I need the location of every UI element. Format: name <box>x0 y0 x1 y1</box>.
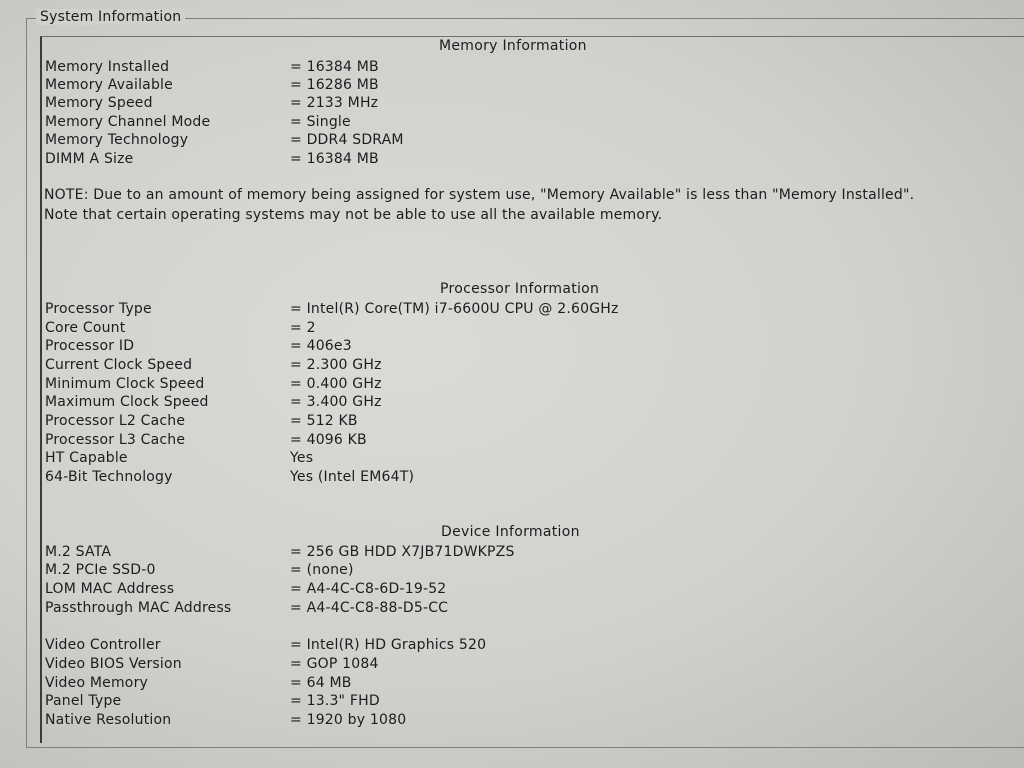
row-value: = 2.300 GHz <box>290 357 382 373</box>
row-label: Video BIOS Version <box>45 656 182 672</box>
row-value: = DDR4 SDRAM <box>290 132 404 148</box>
row-value: = 256 GB HDD X7JB71DWKPZS <box>290 544 515 560</box>
row-value: = A4-4C-C8-88-D5-CC <box>290 600 449 616</box>
row-label: Panel Type <box>45 693 122 709</box>
row-value: = A4-4C-C8-6D-19-52 <box>290 581 447 597</box>
row-value: = GOP 1084 <box>290 656 379 672</box>
row-label: Native Resolution <box>45 712 172 728</box>
row-value: Yes (Intel EM64T) <box>290 469 415 485</box>
row-label: Current Clock Speed <box>45 357 193 373</box>
row-label: DIMM A Size <box>45 151 134 167</box>
row-label: Video Memory <box>45 675 149 691</box>
processor-section-title: Processor Information <box>440 281 600 297</box>
row-value: Yes <box>290 450 314 466</box>
row-value: = 16384 MB <box>290 151 379 167</box>
row-label: 64-Bit Technology <box>45 469 173 485</box>
row-label: Memory Technology <box>45 132 189 148</box>
row-label: Memory Available <box>45 77 173 93</box>
groupbox-title: System Information <box>36 9 185 25</box>
row-label: Memory Installed <box>45 59 170 75</box>
row-label: Maximum Clock Speed <box>45 394 209 410</box>
row-value: = 1920 by 1080 <box>290 712 407 728</box>
row-value: = 13.3" FHD <box>290 693 380 709</box>
row-value: = 16384 MB <box>290 59 379 75</box>
row-label: Core Count <box>45 320 126 336</box>
row-value: = 406e3 <box>290 338 352 354</box>
row-value: = 512 KB <box>290 413 358 429</box>
row-value: = 2 <box>290 320 316 336</box>
row-label: Processor L3 Cache <box>45 432 186 448</box>
row-value: = 16286 MB <box>290 77 379 93</box>
row-value: = 64 MB <box>290 675 352 691</box>
memory-section-title: Memory Information <box>439 38 587 54</box>
row-label: HT Capable <box>45 450 128 466</box>
device-section-title: Device Information <box>441 524 580 540</box>
row-label: Processor Type <box>45 301 152 317</box>
row-value: = 0.400 GHz <box>290 376 382 392</box>
row-value: = Intel(R) Core(TM) i7-6600U CPU @ 2.60GHz <box>290 301 619 317</box>
row-value: = 3.400 GHz <box>290 394 382 410</box>
row-label: Memory Channel Mode <box>45 114 211 130</box>
row-label: Minimum Clock Speed <box>45 376 205 392</box>
row-label: Memory Speed <box>45 95 153 111</box>
row-label: LOM MAC Address <box>45 581 175 597</box>
row-value: = (none) <box>290 562 354 578</box>
row-value: = Intel(R) HD Graphics 520 <box>290 637 487 653</box>
row-value: = 2133 MHz <box>290 95 379 111</box>
row-label: Video Controller <box>45 637 161 653</box>
row-label: Passthrough MAC Address <box>45 600 232 616</box>
row-label: Processor ID <box>45 338 135 354</box>
row-label: Processor L2 Cache <box>45 413 186 429</box>
row-label: M.2 PCIe SSD-0 <box>45 562 156 578</box>
memory-note: NOTE: Due to an amount of memory being assigned for system use, "Memory Available" is less than "Memory Installed". Note that certain operating systems may not be able to use all the available memory. <box>44 187 915 223</box>
row-value: = Single <box>290 114 351 130</box>
row-label: M.2 SATA <box>45 544 112 560</box>
row-value: = 4096 KB <box>290 432 367 448</box>
